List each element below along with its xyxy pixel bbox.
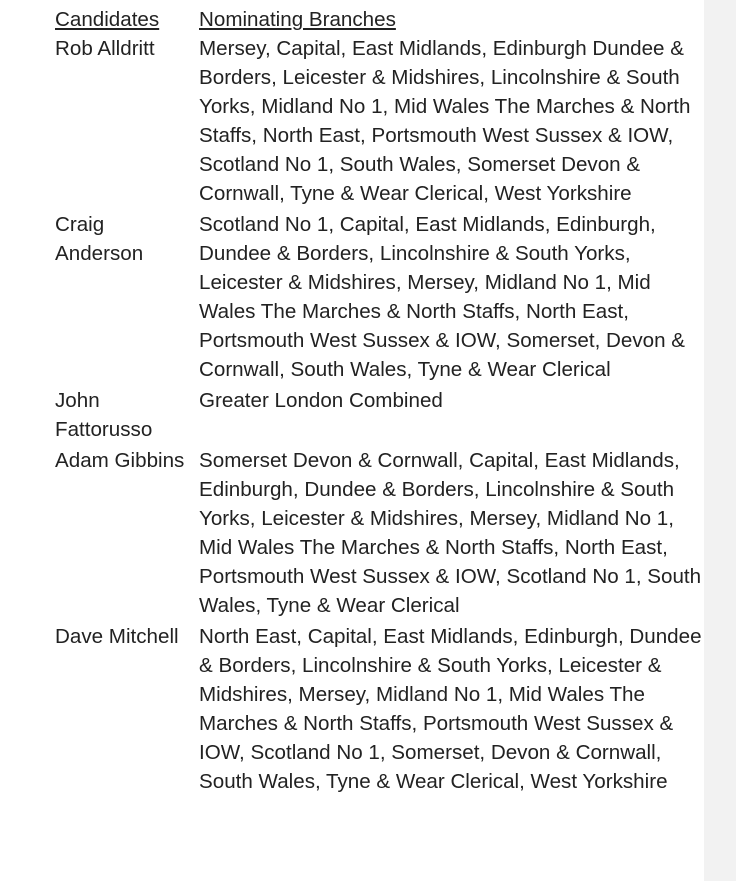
- scroll-edge: [704, 0, 736, 881]
- candidate-name: John Fattorusso: [55, 389, 153, 441]
- table-row: [52, 34, 708, 210]
- branch-list: North East, Capital, East Midlands, Edinburgh, Dundee & Borders, Lincolnshire & South Yorks, Leicester & Midshires, Mersey, Midland No 1, Mid Wales The Marches & North Staffs, Portsmouth West Sussex & IOW, Scotland No 1, Somerset, Devon & Cornwall, South Wales, Tyne & Wear Clerical, West Yorkshire: [199, 625, 702, 793]
- nominations-table: [52, 5, 708, 798]
- candidate-name: Rob Alldritt: [55, 37, 155, 60]
- table-row: [52, 386, 708, 446]
- branch-list: Mersey, Capital, East Midlands, Edinburgh Dundee & Borders, Leicester & Midshires, Lincolnshire & South Yorks, Midland No 1, Mid Wales The Marches & North Staffs, North East, Portsmouth West Sussex & IOW, Scotland No 1, South Wales, Somerset Devon & Cornwall, Tyne & Wear Clerical, West Yorkshire: [199, 37, 691, 205]
- table-row: [52, 622, 708, 798]
- branch-list: Greater London Combined: [199, 389, 443, 412]
- candidate-name: Craig Anderson: [55, 213, 144, 265]
- branch-list: Somerset Devon & Cornwall, Capital, East Midlands, Edinburgh, Dundee & Borders, Lincolnshire & South Yorks, Leicester & Midshires, Mersey, Midland No 1, Mid Wales The Marches & North Staffs, North East, Portsmouth West Sussex & IOW, Scotland No 1, South Wales, Tyne & Wear Clerical: [199, 449, 702, 617]
- table-row: [52, 446, 708, 622]
- candidates-header: Candidates: [55, 8, 160, 31]
- nominating-branches-header: Nominating Branches: [199, 8, 396, 31]
- branch-list: Scotland No 1, Capital, East Midlands, Edinburgh, Dundee & Borders, Lincolnshire & South Yorks, Leicester & Midshires, Mersey, Midland No 1, Mid Wales The Marches & North Staffs, North East, Portsmouth West Sussex & IOW, Somerset, Devon & Cornwall, South Wales, Tyne & Wear Clerical: [199, 213, 686, 381]
- candidate-name: Adam Gibbins: [55, 449, 185, 472]
- header-row: [52, 5, 708, 34]
- candidate-name: Dave Mitchell: [55, 625, 179, 648]
- table-row: [52, 210, 708, 386]
